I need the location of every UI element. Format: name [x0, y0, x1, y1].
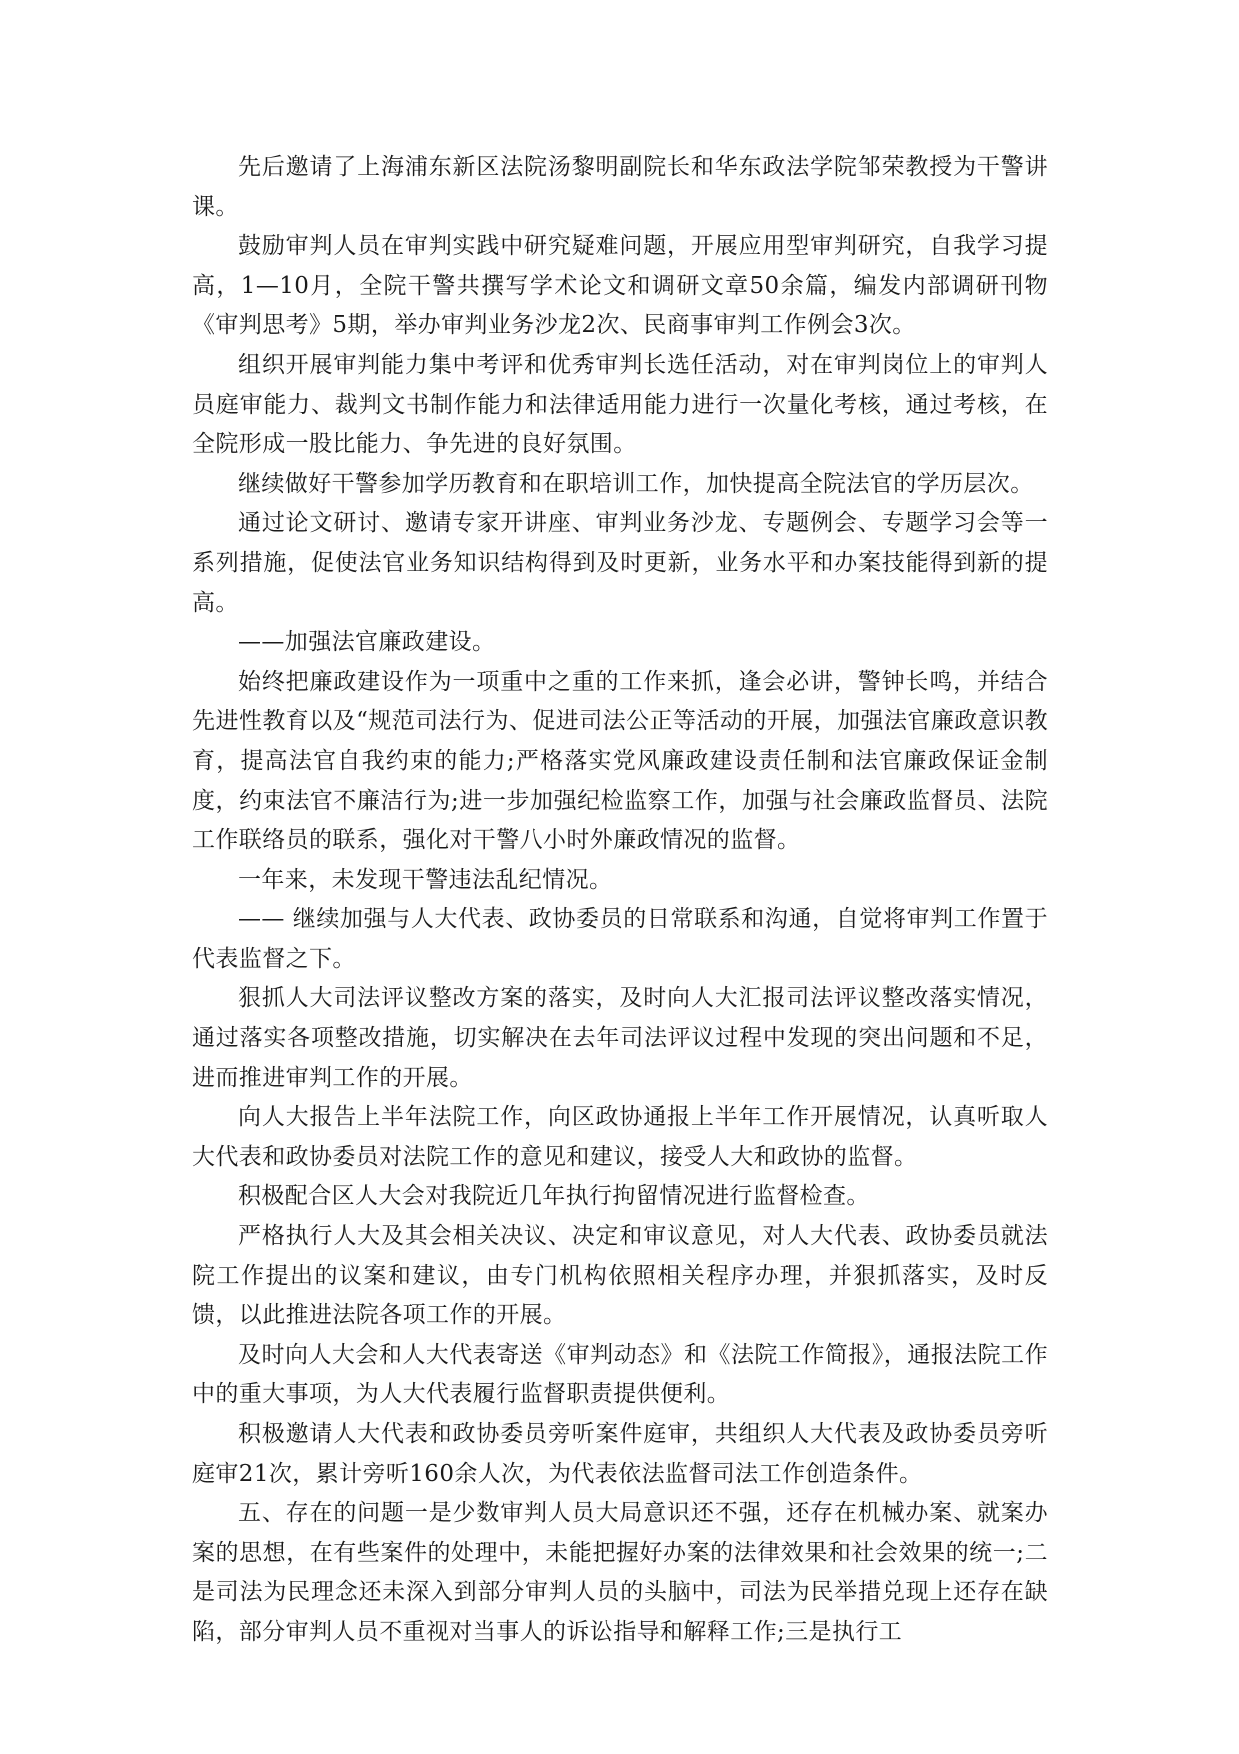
paragraph: 继续做好干警参加学历教育和在职培训工作，加快提高全院法官的学历层次。 — [238, 470, 1034, 497]
paragraph: 及时向人大会和人大代表寄送《审判动态》和《法院工作简报》，通报法院工作中的重大事项，为人大代表履行监督职责提供便利。 — [192, 1341, 1048, 1408]
paragraph: 严格执行人大及其会相关决议、决定和审议意见，对人大代表、政协委员就法院工作提出的议案和建议，由专门机构依照相关程序办理，并狠抓落实，及时反馈，以此推进法院各项工作的开展。 — [192, 1223, 1048, 1329]
paragraph: 通过论文研讨、邀请专家开讲座、审判业务沙龙、专题例会、专题学习会等一系列措施，促使法官业务知识结构得到及时更新，业务水平和办案技能得到新的提高。 — [192, 510, 1048, 616]
section-heading: —— 继续加强与人大代表、政协委员的日常联系和沟通，自觉将审判工作置于代表监督之下。 — [192, 906, 1048, 972]
paragraph: 始终把廉政建设作为一项重中之重的工作来抓，逢会必讲，警钟长鸣，并结合先进性教育以及“规范司法行为、促进司法公正等活动的开展，加强法官廉政意识教育，提高法官自我约束的能力;严格落实党风廉政建设责任制和法官廉政保证金制度，约束法官不廉洁行为;进一步加强纪检监察工作，加强与社会廉政监督员、法院工作联络员的联系，强化对干警八小时外廉政情况的监督。 — [192, 668, 1048, 854]
paragraph: 积极邀请人大代表和政协委员旁听案件庭审，共组织人大代表及政协委员旁听庭审21次，累计旁听160余人次，为代表依法监督司法工作创造条件。 — [192, 1421, 1048, 1487]
paragraph: 向人大报告上半年法院工作，向区政协通报上半年工作开展情况，认真听取人大代表和政协委员对法院工作的意见和建议，接受人大和政协的监督。 — [192, 1104, 1048, 1170]
paragraph: 鼓励审判人员在审判实践中研究疑难问题，开展应用型审判研究，自我学习提高，1—10月，全院干警共撰写学术论文和调研文章50余篇，编发内部调研刊物《审判思考》5期，举办审判业务沙龙2次、民商事审判工作例会3次。 — [192, 233, 1048, 339]
section-heading: ——加强法官廉政建设。 — [238, 629, 496, 656]
paragraph: 积极配合区人大会对我院近几年执行拘留情况进行监督检查。 — [238, 1183, 870, 1210]
paragraph: 狠抓人大司法评议整改方案的落实，及时向人大汇报司法评议整改落实情况，通过落实各项整改措施，切实解决在去年司法评议过程中发现的突出问题和不足，进而推进审判工作的开展。 — [192, 985, 1048, 1091]
document-body — [192, 148, 1048, 1653]
paragraph: 五、存在的问题一是少数审判人员大局意识还不强，还存在机械办案、就案办案的思想，在有些案件的处理中，未能把握好办案的法律效果和社会效果的统一;二是司法为民理念还未深入到部分审判人员的头脑中，司法为民举措兑现上还存在缺陷，部分审判人员不重视对当事人的诉讼指导和解释工作;三是执行工 — [192, 1500, 1048, 1645]
paragraph: 组织开展审判能力集中考评和优秀审判长选任活动，对在审判岗位上的审判人员庭审能力、裁判文书制作能力和法律适用能力进行一次量化考核，通过考核，在全院形成一股比能力、争先进的良好氛围。 — [192, 351, 1048, 458]
paragraph: 先后邀请了上海浦东新区法院汤黎明副院长和华东政法学院邹荣教授为干警讲课。 — [192, 154, 1048, 220]
paragraph: 一年来，未发现干警违法乱纪情况。 — [238, 866, 613, 893]
